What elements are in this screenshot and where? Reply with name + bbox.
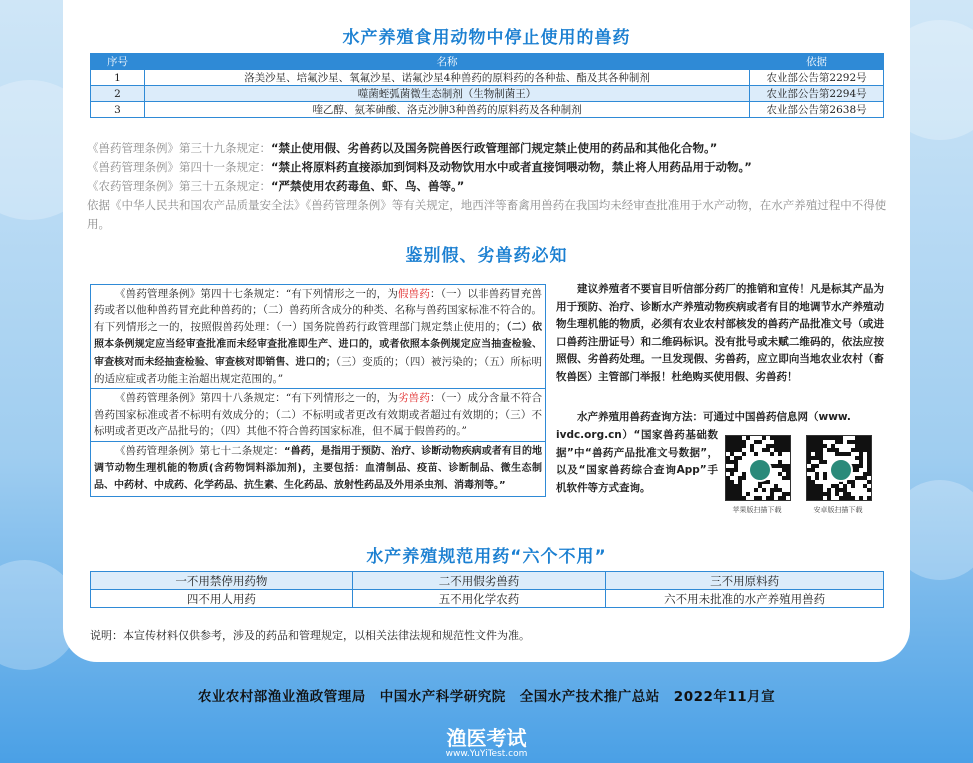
section1-title: 水产养殖食用动物中停止使用的兽药 [342, 28, 631, 48]
query-line: 水产养殖用兽药查询方法：可通过中国兽药信息网（www. [577, 411, 851, 423]
table-row [91, 86, 884, 102]
regulations-block [87, 139, 887, 234]
table-cell: 喹乙醇、氨苯砷酸、洛克沙胂3种兽药的原料药及各种制剂 [144, 102, 749, 118]
qr-label-apple: 苹果版扫描下载 [732, 506, 782, 514]
table-row [91, 70, 884, 86]
section2-title: 鉴别假、劣兽药必知 [405, 246, 568, 266]
qr-label-android: 安卓版扫描下载 [813, 506, 863, 514]
table-cell: 3 [91, 102, 145, 118]
query-paragraph: ivdc.org.cn）“国家兽药基础数据”中“兽药产品批准文号数据”，以及“国家兽药综合查询App”手机软件等方式查询。 [556, 429, 718, 494]
table-row [91, 102, 884, 118]
basis-paragraph: 依据《中华人民共和国农产品质量安全法》《兽药管理条例》等有关规定，地西泮等畜禽用兽药在我国均未经审查批准用于水产动物，在水产养殖过程中不得使用。 [87, 198, 887, 231]
table-cell: 二不用假劣兽药 [352, 572, 606, 590]
table-cell: 2 [91, 86, 145, 102]
table-cell: 一不用禁停用药物 [91, 572, 353, 590]
table-cell: 四不用人用药 [91, 590, 353, 608]
watermark-title: 渔医考试 [446, 726, 527, 750]
table-cell: 三不用原料药 [606, 572, 884, 590]
watermark [0, 727, 973, 759]
section3-title: 水产养殖规范用药“六个不用” [366, 547, 607, 567]
table-cell: 洛美沙星、培氟沙星、氧氟沙星、诺氟沙星4种兽药的原料药的各种盐、酯及其各种制剂 [144, 70, 749, 86]
col-header: 名称 [144, 54, 749, 70]
law-box-inferior-drugs: 《兽药管理条例》第四十八条规定：“有下列情形之一的，为劣兽药：（一）成分含量不符合兽药国家标准或者不标明有效成分的；（二）不标明或者更改有效期或者超过有效期的；（三）不标明或者更改产品批号的；（四）其他不符合兽药国家标准，但不属于假兽药的。” [91, 389, 545, 441]
table-cell: 噬菌蛭弧菌微生态制剂（生物制菌王） [144, 86, 749, 102]
watermark-url: www.YuYiTest.com [445, 749, 528, 759]
table-cell: 六不用未批准的水产养殖用兽药 [606, 590, 884, 608]
law-boxes [90, 284, 546, 497]
regulation-line: 《农药管理条例》第三十五条规定：“严禁使用农药毒鱼、虾、鸟、兽等。” [87, 179, 465, 193]
table-header-row [91, 54, 884, 70]
qr-code-android [806, 435, 872, 501]
banned-drugs-table [90, 53, 884, 118]
table-cell: 五不用化学农药 [352, 590, 606, 608]
col-header: 依据 [750, 54, 884, 70]
table-cell: 农业部公告第2294号 [750, 86, 884, 102]
footer-organizations: 农业农村部渔业渔政管理局 中国水产科学研究院 全国水产技术推广总站 2022年11月宣 [197, 689, 776, 705]
law-box-definition: 《兽药管理条例》第七十二条规定：“兽药，是指用于预防、治疗、诊断动物疾病或者有目的地调节动物生理机能的物质(含药物饲料添加剂)，主要包括：血清制品、疫苗、诊断制品、微生态制品、中药材、中成药、化学药品、抗生素、生化药品、放射性药品及外用杀虫剂、消毒剂等。” [94, 444, 543, 492]
law-box-fake-drugs: 《兽药管理条例》第四十七条规定：“有下列情形之一的，为假兽药：（一）以非兽药冒充兽药或者以他种兽药冒充此种兽药的；（二）兽药所含成分的种类、名称与兽药国家标准不符合的。有下列情形之一的，按照假兽药处理：（一）国务院兽药行政管理部门规定禁止使用的；（二）依照本条例规定应当经审查批准而未经审查批准即生产、进口的，或者依照本条例规定应当抽查检验、审查核对而未经抽查检验、审查核对即销售、进口的；（三）变质的；（四）被污染的；（五）所标明的适应症或者功能主治超出规定范围的。” [91, 285, 545, 389]
table-cell: 农业部公告第2638号 [750, 102, 884, 118]
table-row [91, 590, 884, 608]
regulation-line: 《兽药管理条例》第三十九条规定：“禁止使用假、劣兽药以及国务院兽医行政管理部门规定禁止使用的药品和其他化合物。” [87, 141, 718, 155]
six-donts-table [90, 571, 884, 608]
disclaimer-note: 说明：本宣传材料仅供参考，涉及的药品和管理规定，以相关法律法规和规范性文件为准。 [90, 629, 530, 642]
table-cell: 1 [91, 70, 145, 86]
table-cell: 农业部公告第2292号 [750, 70, 884, 86]
col-header: 序号 [91, 54, 145, 70]
table-row [91, 572, 884, 590]
advice-paragraph: 建议养殖者不要盲目听信部分药厂的推销和宣传！凡是标其产品为用于预防、治疗、诊断水产养殖动物疾病或者有目的地调节水产养殖动物生理机能的物质，必须有农业农村部核发的兽药产品批准文号（或进口兽药注册证号）和二维码标识。没有批号或未赋二维码的，依法应按照假、劣兽药处理。一旦发现假、劣兽药，应立即向当地农业农村（畜牧兽医）主管部门举报！杜绝购买使用假、劣兽药！ [556, 283, 884, 383]
content-card [63, 0, 910, 662]
regulation-line: 《兽药管理条例》第四十一条规定：“禁止将原料药直接添加到饲料及动物饮用水中或者直接饲喂动物，禁止将人用药品用于动物。” [87, 160, 752, 174]
qr-code-apple [725, 435, 791, 501]
